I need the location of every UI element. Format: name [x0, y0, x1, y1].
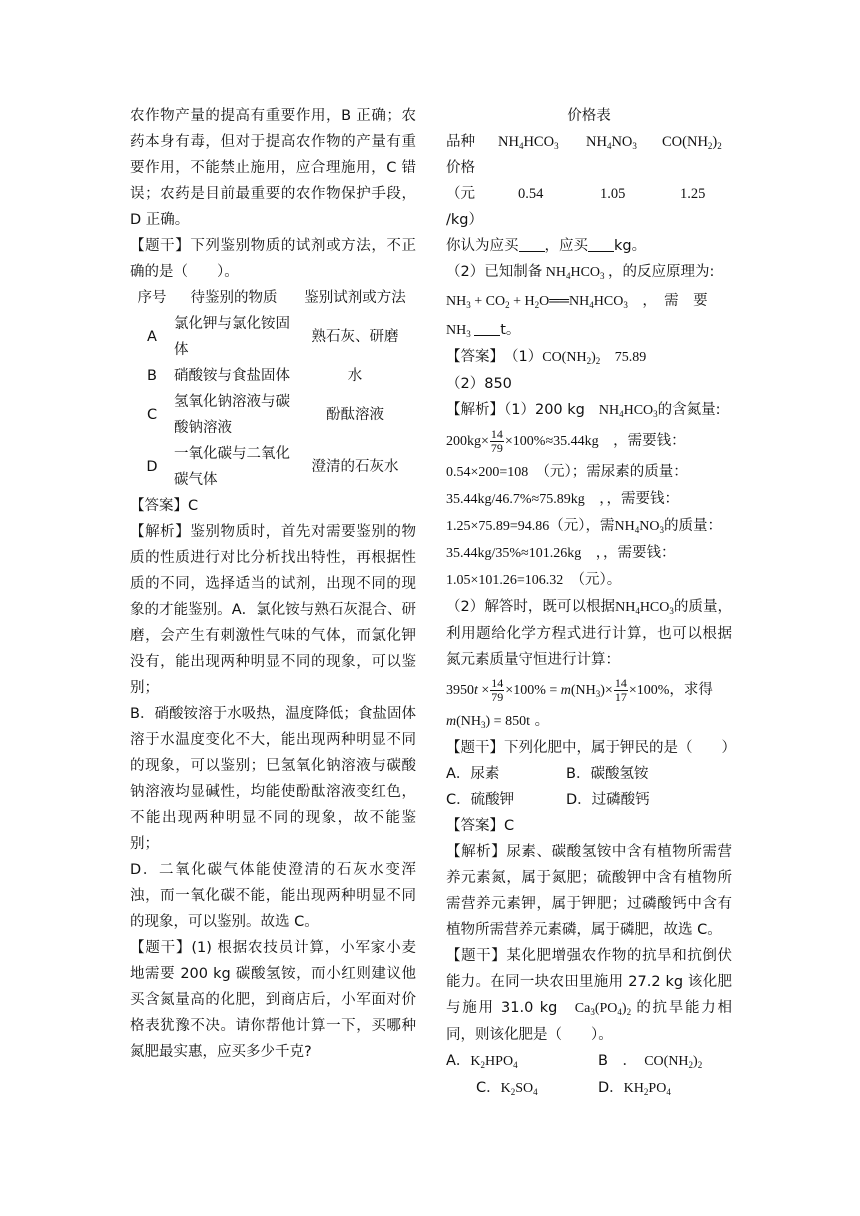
left-column	[130, 103, 416, 1065]
table-row	[130, 311, 416, 363]
question-3-analysis: 【解析】尿素、碳酸氢铵中含有植物所需营养元素氮，属于氮肥；硫酸钾中含有植物所需营养元素钾，属于钾肥；过磷酸钙中含有植物所需营养元素磷，属于磷肥，故选 C。	[446, 844, 732, 938]
question-1-stem: 【题干】下列鉴别物质的试剂或方法，不正确的是（ ）。	[130, 238, 416, 280]
option-b: B ． $CO(NH_2)_2$	[598, 1053, 703, 1070]
table-header-row	[130, 285, 416, 311]
row-method: 熟石灰、研磨	[311, 329, 399, 345]
cost-calc-1: 0.54×200=108 （元）；需尿素的质量：	[446, 464, 688, 480]
header-index: 序号	[137, 290, 167, 306]
price-table-title: 价格表	[567, 108, 611, 124]
paragraph-continued: 农作物产量的提高有重要作用，B 正确；农药本身有毒，但对于提高农作物的产量有重要作用，不能禁止施用，应合理施用，C 错误；农药是目前最重要的农作物保护手段，D 正确。	[130, 108, 416, 228]
table-row	[130, 389, 416, 441]
reaction-equation: $NH_3 + CO_2$ + $H_2O══NH_4HCO_3$ ， 需 要	[446, 293, 708, 310]
row-method: 水	[347, 368, 363, 384]
buy-line: 你认为应买 ，应买 kg。	[446, 238, 647, 254]
option-d: D．$KH_2PO_4$	[598, 1080, 671, 1097]
price-row-values	[446, 181, 746, 207]
question-1-analysis-d: D．二氧化碳气体能使澄清的石灰水变浑浊，而一氧化碳不能，能出现两种明显不同的现象，可以鉴别。故选 C。	[130, 862, 416, 930]
option-a: A．尿素	[446, 766, 500, 782]
question-4-options-row-2	[446, 1075, 732, 1102]
price-variety-nh4no3: $NH_4NO_3$	[586, 134, 637, 151]
table-row	[130, 363, 416, 389]
row-method: 澄清的石灰水	[311, 459, 399, 475]
price-variety-nh4hco3: $NH_4HCO_3$	[498, 134, 559, 151]
cost-calc-3: 1.05×101.26=106.32 （元）。	[446, 572, 622, 588]
question-2-analysis-2: （2）解答时，既可以根据$NH_4HCO_3$的质量，利用题给化学方程式进行计算，也可以根据氮元素质量守恒进行计算：	[446, 599, 732, 668]
price-variety-urea: $CO(NH_2)_2$	[662, 134, 722, 151]
question-4-options-row-1	[446, 1048, 732, 1075]
price-label-unit: /kg）	[446, 212, 483, 228]
right-column	[446, 103, 736, 1102]
option-b: B．碳酸氢铵	[566, 766, 649, 782]
question-3-answer: 【答案】C	[446, 818, 515, 834]
row-id: A	[147, 329, 157, 345]
nh3-need: $NH_3$ t。	[446, 322, 521, 339]
price-table	[446, 129, 746, 233]
price-value: 1.05	[600, 186, 626, 202]
row-substance: 氯化钾与氯化铵固体	[174, 316, 290, 358]
option-a: A．$K_2HPO_4$	[446, 1053, 518, 1070]
identification-table	[130, 285, 416, 493]
urea-mass-calc: 35.44kg/46.7%≈75.89kg ，，需要钱：	[446, 491, 679, 507]
row-method: 酚酞溶液	[326, 407, 384, 423]
price-row-unit	[446, 207, 746, 233]
row-substance: 氢氧化钠溶液与碳酸钠溶液	[174, 394, 290, 436]
question-2-answer-2: （2）850	[446, 376, 512, 392]
price-value: 0.54	[518, 186, 544, 202]
row-id: C	[146, 407, 158, 423]
option-d: D．过磷酸钙	[566, 792, 650, 808]
question-2-answer: 【答案】 $(1)CO(NH_2)_2$ 75.89	[446, 349, 647, 366]
price-label-variety: 品种	[446, 134, 475, 150]
question-1-analysis-b: B．硝酸铵溶于水吸热，温度降低；食盐固体溶于水温度变化不大，能出现两种明显不同的现象，可以鉴别；巳氢氧化钠溶液与碳酸钠溶液均显碱性，均能使酚酞溶液变红色，不能出现两种明显不同的现象，故不能鉴别；	[130, 706, 416, 852]
nitrogen-calc: 200kg× $\frac{14}{79}$ ×100%≈35.44kg ，需要钱：	[446, 426, 686, 455]
table-row	[130, 441, 416, 493]
question-3-stem: 【题干】下列化肥中，属于钾民的是（ ）	[446, 740, 736, 756]
row-id: D	[146, 459, 158, 475]
row-substance: 硝酸铵与食盐固体	[174, 368, 290, 384]
row-id: B	[147, 368, 157, 384]
price-row-variety	[446, 129, 746, 155]
nitrogen-conservation: 3950t × $\frac{14}{79}$ $\times 100\% = m(NH_3)\times$ $\frac{14}{17}$ ×100%，求得	[446, 675, 713, 704]
question-1-analysis-a: 【解析】鉴别物质时，首先对需要鉴别的物质的性质进行对比分析找出特性，再根据性质的不同，选择适当的试剂，出现不同的现象的才能鉴别。A．氯化铵与熟石灰混合、研磨，会产生有刺激性气味的气体，而氯化钾没有，能出现两种明显不同的现象，可以鉴别；	[130, 524, 416, 696]
option-c: C．硫酸钾	[446, 792, 515, 808]
question-2-analysis-1: 【解析】（1）200 kg $NH_4HCO_3$的含氮量:	[446, 402, 721, 419]
price-label-price: 价格	[446, 160, 475, 176]
question-3-options-row-2	[446, 787, 732, 813]
question-2-part-2: （2）已知制备 $NH_4HCO_3$ ，的反应原理为:	[446, 264, 715, 281]
question-1-answer: 【答案】C	[130, 498, 199, 514]
row-substance: 一氧化碳与二氧化碳气体	[174, 446, 290, 488]
nh3-result: $m(NH_3) = 850t$ 。	[446, 713, 550, 730]
price-value: 1.25	[680, 186, 706, 202]
price-row-price	[446, 155, 746, 181]
header-substance: 待鉴别的物质	[190, 290, 278, 306]
price-label-yuan: （元	[446, 186, 475, 202]
nh4no3-mass-calc: 35.44kg/35%≈101.26kg ，，需要钱：	[446, 545, 676, 561]
header-method: 鉴别试剂或方法	[304, 290, 406, 306]
question-4-stem: 【题干】某化肥增强农作物的抗旱和抗倒伏能力。在同一块农田里施用 27.2 kg 该化肥与施用 31.0 kg $Ca_3(PO_4)_2$ 的抗旱能力相同，则该化肥是（ ）。	[446, 948, 733, 1043]
question-2-stem: 【题干】(1) 根据农技员计算，小军家小麦地需要 200 kg 碳酸氢铵，而小红则建议他买含氮量高的化肥，到商店后，小军面对价格表犹豫不决。请你帮他计算一下，买哪种氮肥最实惠，应买多少千克?	[130, 940, 416, 1060]
cost-calc-2: 1.25×75.89=94.86（元），需$NH_4NO_3$的质量：	[446, 518, 723, 535]
option-c: C．$K_2SO_4$	[476, 1080, 538, 1097]
question-3-options-row-1	[446, 761, 732, 787]
